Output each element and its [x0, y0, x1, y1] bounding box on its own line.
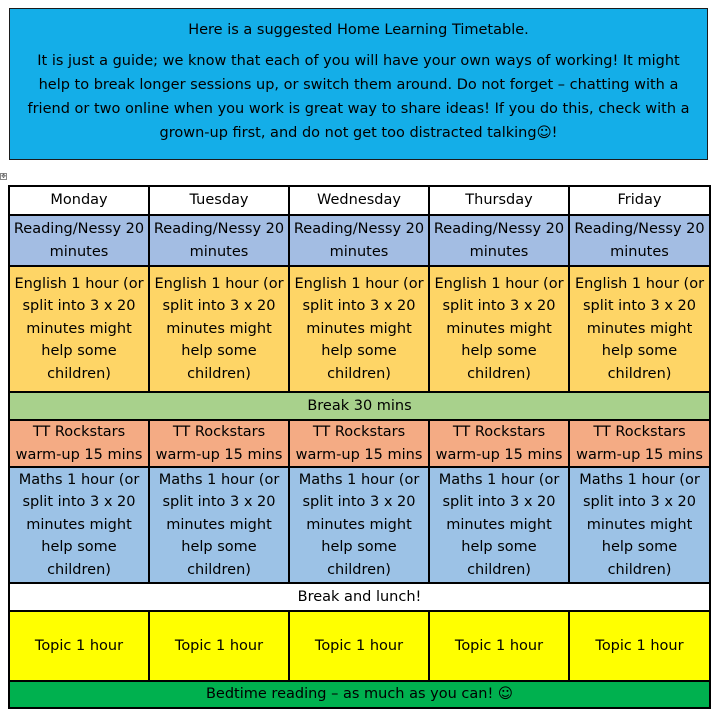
topic-cell: Topic 1 hour [429, 611, 569, 681]
maths-cell: Maths 1 hour (or split into 3 x 20 minutes might help some children) [149, 467, 289, 583]
tt-rockstars-cell: TT Rockstars warm-up 15 mins [9, 420, 149, 467]
tt-rockstars-cell: TT Rockstars warm-up 15 mins [289, 420, 429, 467]
topic-cell: Topic 1 hour [289, 611, 429, 681]
maths-cell: Maths 1 hour (or split into 3 x 20 minutes might help some children) [569, 467, 710, 583]
english-cell: English 1 hour (or split into 3 x 20 minutes might help some children) [569, 266, 710, 392]
day-header: Thursday [429, 186, 569, 215]
tt-rockstars-cell: TT Rockstars warm-up 15 mins [149, 420, 289, 467]
break-cell: Break 30 mins [9, 392, 710, 420]
tt-rockstars-cell: TT Rockstars warm-up 15 mins [429, 420, 569, 467]
bedtime-cell: Bedtime reading – as much as you can! ☺ [9, 681, 710, 708]
day-header-row [9, 186, 710, 215]
reading-cell: Reading/Nessy 20 minutes [149, 215, 289, 266]
tt-rockstars-row [9, 420, 710, 467]
intro-heading: Here is a suggested Home Learning Timetable. [188, 22, 529, 38]
day-header: Wednesday [289, 186, 429, 215]
reading-cell: Reading/Nessy 20 minutes [429, 215, 569, 266]
topic-cell: Topic 1 hour [9, 611, 149, 681]
lunch-break-row [9, 583, 710, 611]
maths-row [9, 467, 710, 583]
english-cell: English 1 hour (or split into 3 x 20 minutes might help some children) [429, 266, 569, 392]
day-header: Friday [569, 186, 710, 215]
english-cell: English 1 hour (or split into 3 x 20 minutes might help some children) [289, 266, 429, 392]
intro-box [9, 8, 708, 160]
reading-cell: Reading/Nessy 20 minutes [289, 215, 429, 266]
maths-cell: Maths 1 hour (or split into 3 x 20 minutes might help some children) [9, 467, 149, 583]
text-cursor [709, 424, 711, 446]
english-cell: English 1 hour (or split into 3 x 20 minutes might help some children) [9, 266, 149, 392]
reading-row [9, 215, 710, 266]
maths-cell: Maths 1 hour (or split into 3 x 20 minutes might help some children) [429, 467, 569, 583]
intro-body: It is just a guide; we know that each of you will have your own ways of working! It might help to break longer sessions up, or switch them around. Do not forget – chatting with a friend or two online when you work is great way to share ideas! If you do this, check with a grown-up first, and do not get too distracted talking☺! [27, 53, 690, 141]
timetable [8, 185, 711, 709]
day-header: Tuesday [149, 186, 289, 215]
bedtime-row [9, 681, 710, 708]
table-move-handle-icon[interactable]: ✥ [1, 173, 7, 180]
maths-cell: Maths 1 hour (or split into 3 x 20 minutes might help some children) [289, 467, 429, 583]
topic-cell: Topic 1 hour [149, 611, 289, 681]
topic-row [9, 611, 710, 681]
reading-cell: Reading/Nessy 20 minutes [569, 215, 710, 266]
break-row [9, 392, 710, 420]
topic-cell: Topic 1 hour [569, 611, 710, 681]
english-row [9, 266, 710, 392]
reading-cell: Reading/Nessy 20 minutes [9, 215, 149, 266]
lunch-break-cell: Break and lunch! [9, 583, 710, 611]
english-cell: English 1 hour (or split into 3 x 20 minutes might help some children) [149, 266, 289, 392]
tt-rockstars-cell: TT Rockstars warm-up 15 mins [569, 420, 710, 467]
day-header: Monday [9, 186, 149, 215]
